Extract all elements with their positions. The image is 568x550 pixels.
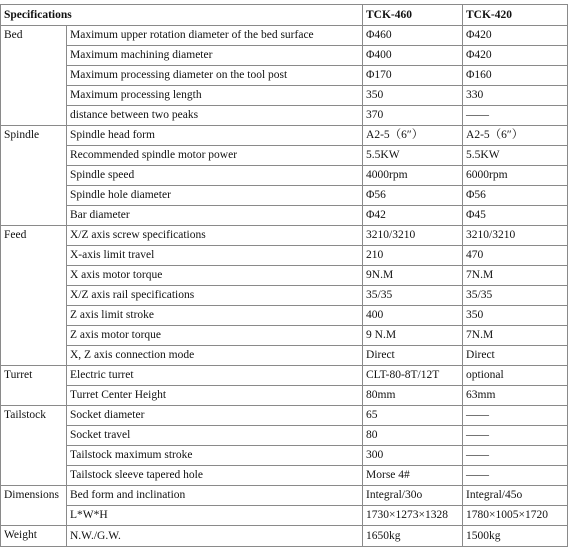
spec-label-cell: X axis motor torque: [67, 266, 363, 286]
value-tck-460-cell: CLT-80-8T/12T: [363, 366, 463, 386]
spec-label-cell: Spindle head form: [67, 126, 363, 146]
category-cell: Bed: [1, 26, 67, 126]
value-tck-460-cell: 35/35: [363, 286, 463, 306]
table-row: [1, 326, 568, 346]
value-tck-460-cell: 210: [363, 246, 463, 266]
spec-label-cell: X/Z axis rail specifications: [67, 286, 363, 306]
table-row: [1, 526, 568, 547]
value-tck-420-cell: 7N.M: [463, 266, 568, 286]
value-tck-420-cell: ——: [463, 406, 568, 426]
spec-label-cell: Socket diameter: [67, 406, 363, 426]
table-row: [1, 246, 568, 266]
value-tck-460-cell: 9 N.M: [363, 326, 463, 346]
category-cell: Dimensions: [1, 486, 67, 526]
value-tck-460-cell: 3210/3210: [363, 226, 463, 246]
value-tck-420-cell: A2-5（6″）: [463, 126, 568, 146]
value-tck-460-cell: Φ42: [363, 206, 463, 226]
table-row: [1, 146, 568, 166]
value-tck-460-cell: Direct: [363, 346, 463, 366]
spec-label-cell: Spindle hole diameter: [67, 186, 363, 206]
value-tck-420-cell: ——: [463, 446, 568, 466]
value-tck-420-cell: ——: [463, 426, 568, 446]
value-tck-460-cell: 400: [363, 306, 463, 326]
value-tck-420-cell: Φ420: [463, 46, 568, 66]
spec-label-cell: L*W*H: [67, 506, 363, 526]
category-cell: Feed: [1, 226, 67, 366]
spec-label-cell: X-axis limit travel: [67, 246, 363, 266]
table-row: [1, 206, 568, 226]
value-tck-460-cell: Φ170: [363, 66, 463, 86]
category-cell: Tailstock: [1, 406, 67, 486]
spec-label-cell: Electric turret: [67, 366, 363, 386]
value-tck-420-cell: 3210/3210: [463, 226, 568, 246]
value-tck-460-cell: 1730×1273×1328: [363, 506, 463, 526]
spec-label-cell: X/Z axis screw specifications: [67, 226, 363, 246]
table-row: [1, 126, 568, 146]
spec-label-cell: Tailstock sleeve tapered hole: [67, 466, 363, 486]
value-tck-460-cell: Morse 4#: [363, 466, 463, 486]
table-row: [1, 366, 568, 386]
table-row: [1, 86, 568, 106]
value-tck-460-cell: 350: [363, 86, 463, 106]
category-cell: Spindle: [1, 126, 67, 226]
spec-label-cell: Maximum processing diameter on the tool post: [67, 66, 363, 86]
value-tck-460-cell: 65: [363, 406, 463, 426]
value-tck-420-cell: 7N.M: [463, 326, 568, 346]
value-tck-420-cell: 1780×1005×1720: [463, 506, 568, 526]
table-row: [1, 386, 568, 406]
spec-label-cell: X, Z axis connection mode: [67, 346, 363, 366]
value-tck-420-cell: Φ160: [463, 66, 568, 86]
specifications-table-body: [1, 5, 568, 547]
value-tck-420-cell: Direct: [463, 346, 568, 366]
value-tck-460-cell: A2-5（6″）: [363, 126, 463, 146]
spec-label-cell: Tailstock maximum stroke: [67, 446, 363, 466]
table-row: [1, 306, 568, 326]
value-tck-420-cell: 5.5KW: [463, 146, 568, 166]
table-row: [1, 186, 568, 206]
spec-label-cell: distance between two peaks: [67, 106, 363, 126]
spec-label-cell: Z axis limit stroke: [67, 306, 363, 326]
value-tck-420-cell: ——: [463, 106, 568, 126]
spec-label-cell: Recommended spindle motor power: [67, 146, 363, 166]
value-tck-420-cell: 6000rpm: [463, 166, 568, 186]
table-row: [1, 446, 568, 466]
value-tck-420-cell: ——: [463, 466, 568, 486]
table-row: [1, 486, 568, 506]
value-tck-420-cell: Φ420: [463, 26, 568, 46]
spec-label-cell: Maximum processing length: [67, 86, 363, 106]
spec-label-cell: Spindle speed: [67, 166, 363, 186]
table-row: [1, 406, 568, 426]
table-row: [1, 266, 568, 286]
value-tck-460-cell: 80: [363, 426, 463, 446]
value-tck-420-cell: Φ56: [463, 186, 568, 206]
category-cell: Turret: [1, 366, 67, 406]
table-row: [1, 166, 568, 186]
value-tck-420-cell: Integral/45o: [463, 486, 568, 506]
value-tck-420-cell: optional: [463, 366, 568, 386]
value-tck-460-cell: 300: [363, 446, 463, 466]
value-tck-420-cell: 330: [463, 86, 568, 106]
value-tck-420-cell: 1500kg: [463, 526, 568, 547]
spec-label-cell: Maximum upper rotation diameter of the bed surface: [67, 26, 363, 46]
value-tck-460-cell: 370: [363, 106, 463, 126]
value-tck-460-cell: 5.5KW: [363, 146, 463, 166]
specifications-table: [0, 4, 568, 547]
value-tck-420-cell: 63mm: [463, 386, 568, 406]
spec-label-cell: Socket travel: [67, 426, 363, 446]
table-row: [1, 66, 568, 86]
table-header-row: [1, 5, 568, 26]
header-specifications: Specifications: [1, 5, 363, 26]
table-row: [1, 466, 568, 486]
spec-label-cell: Maximum machining diameter: [67, 46, 363, 66]
value-tck-420-cell: 35/35: [463, 286, 568, 306]
table-row: [1, 46, 568, 66]
spec-label-cell: Z axis motor torque: [67, 326, 363, 346]
value-tck-460-cell: 80mm: [363, 386, 463, 406]
spec-label-cell: Bed form and inclination: [67, 486, 363, 506]
value-tck-460-cell: 9N.M: [363, 266, 463, 286]
table-row: [1, 26, 568, 46]
value-tck-460-cell: 1650kg: [363, 526, 463, 547]
value-tck-420-cell: 350: [463, 306, 568, 326]
table-row: [1, 226, 568, 246]
table-row: [1, 286, 568, 306]
value-tck-420-cell: Φ45: [463, 206, 568, 226]
value-tck-420-cell: 470: [463, 246, 568, 266]
category-cell: Weight: [1, 526, 67, 547]
table-row: [1, 346, 568, 366]
spec-label-cell: Turret Center Height: [67, 386, 363, 406]
value-tck-460-cell: 4000rpm: [363, 166, 463, 186]
table-row: [1, 426, 568, 446]
spec-label-cell: N.W./G.W.: [67, 526, 363, 547]
value-tck-460-cell: Φ460: [363, 26, 463, 46]
value-tck-460-cell: Φ56: [363, 186, 463, 206]
value-tck-460-cell: Integral/30o: [363, 486, 463, 506]
table-row: [1, 106, 568, 126]
spec-label-cell: Bar diameter: [67, 206, 363, 226]
table-row: [1, 506, 568, 526]
value-tck-460-cell: Φ400: [363, 46, 463, 66]
header-model-tck-460: TCK-460: [363, 5, 463, 26]
header-model-tck-420: TCK-420: [463, 5, 568, 26]
